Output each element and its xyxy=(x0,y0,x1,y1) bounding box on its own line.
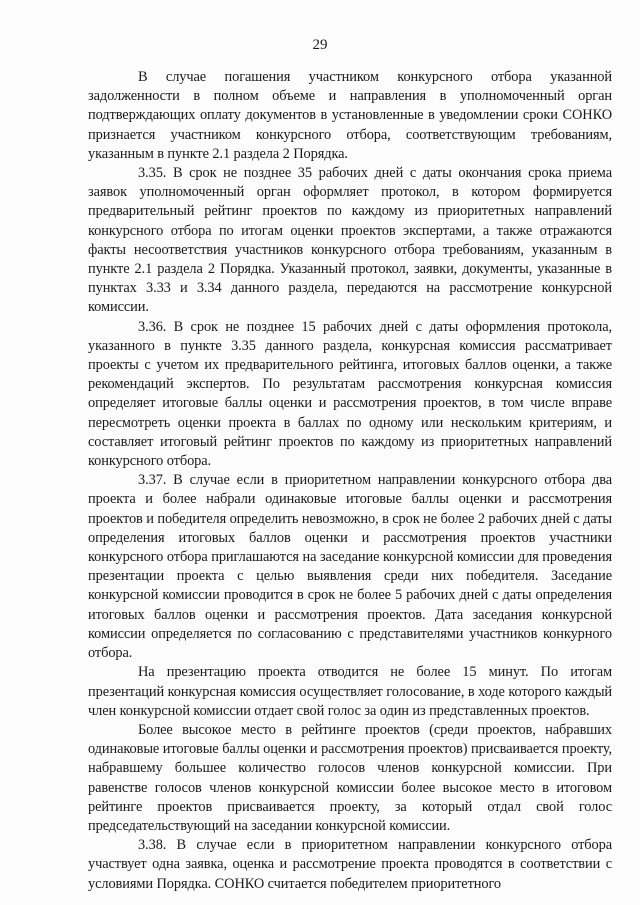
paragraph-presentation: На презентацию проекта отводится не более 15 минут. По итогам презентаций конкурсная комиссия осуществляет голосование, в ходе которого каждый член конкурсной комиссии отдает свой голос за один из представленных проектов. xyxy=(88,664,612,719)
page-number: 29 xyxy=(312,37,328,53)
paragraph-3-37: 3.37. В случае если в приоритетном направлении конкурсного отбора два проекта и более набрали одинаковые итоговые баллы оценки и рассмотрения проектов и победителя определить невозможно, в срок не более 2 рабочих дней с даты определения итоговых баллов оценки и рассмотрения проектов участники конкурсного отбора приглашаются на заседание конкурсной комиссии для проведения презентации проекта с целью выявления среди них победителя. Заседание конкурсной комиссии проводится в срок не более 5 рабочих дней с даты определения итоговых баллов оценки и рассмотрения проектов. Дата заседания конкурсной комиссии определяется по согласованию с представителями участников конкурного отбора. xyxy=(88,472,612,662)
document-body xyxy=(88,68,612,894)
paragraph-3-35: 3.35. В срок не позднее 35 рабочих дней с даты окончания срока приема заявок уполномоченный орган оформляет протокол, в котором формируется предварительный рейтинг проектов по каждому из приоритетных направлений конкурсного отбора по итогам оценки проектов экспертами, а также отражаются факты несоответствия участников конкурсного отбора требованиям, указанным в пункте 2.1 раздела 2 Порядка. Указанный протокол, заявки, документы, указанные в пунктах 3.33 и 3.34 данного раздела, передаются на рассмотрение конкурсной комиссии. xyxy=(88,165,612,316)
paragraph-ranking: Более высокое место в рейтинге проектов (среди проектов, набравших одинаковые итоговые баллы оценки и рассмотрения проектов) присваивается проекту, набравшему большее количество голосов членов конкурсной комиссии. При равенстве голосов членов конкурсной комиссии более высокое место в итоговом рейтинге проектов присваивается проекту, за который отдал свой голос председательствующий на заседании конкурсной комиссии. xyxy=(88,721,612,834)
paragraph-3-36: 3.36. В срок не позднее 15 рабочих дней с даты оформления протокола, указанного в пункте 3.35 данного раздела, конкурсная комиссия рассматривает проекты с учетом их предварительного рейтинга, итоговых баллов оценки, а также рекомендаций экспертов. По результатам рассмотрения конкурсная комиссия определяет итоговые баллы оценки и рассмотрения проектов, в том числе вправе пересмотреть оценки проекта в баллах по одному или нескольким критериям, и составляет итоговый рейтинг проектов по каждому из приоритетных направлений конкурсного отбора. xyxy=(88,318,612,470)
paragraph-3-38: 3.38. В случае если в приоритетном направлении конкурсного отбора участвует одна заявка, оценка и рассмотрение проекта проводятся в соответствии с условиями Порядка. СОНКО считается победителем приоритетного xyxy=(88,837,612,892)
paragraph-debt-repayment: В случае погашения участником конкурсного отбора указанной задолженности в полном объеме и направления в уполномоченный орган подтверждающих оплату документов в установленные в уведомлении сроки СОНКО признается участником конкурсного отбора, соответствующим требованиям, указанным в пункте 2.1 раздела 2 Порядка. xyxy=(88,69,612,162)
